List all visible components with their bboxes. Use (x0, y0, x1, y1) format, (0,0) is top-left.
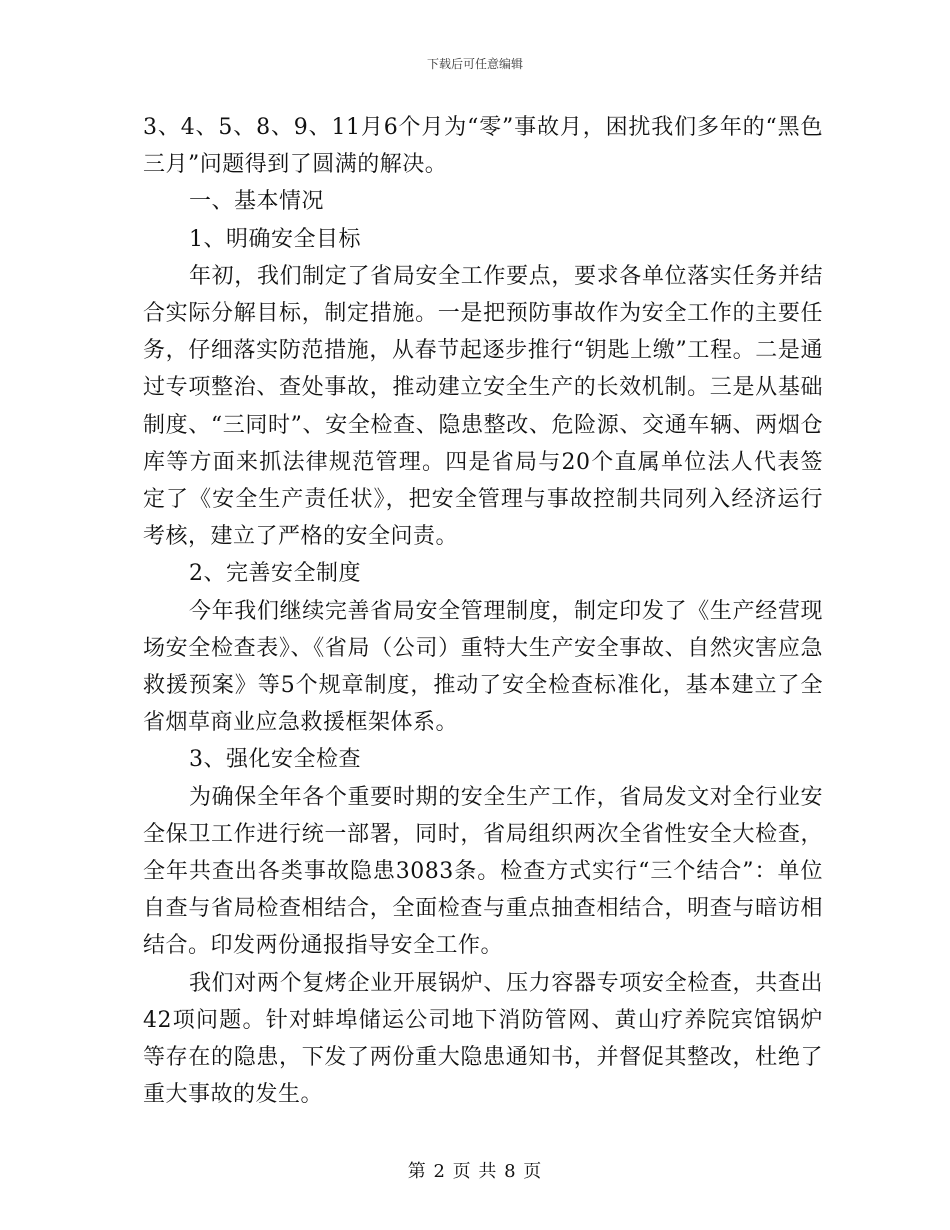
paragraph-safety-system: 今年我们继续完善省局安全管理制度，制定印发了《生产经营现场安全检查表》、《省局（公司）重特大生产安全事故、自然灾害应急救援预案》等5个规章制度，推动了安全检查标准化，基本建立了全省烟草商业应急救援框架体系。 (143, 598, 823, 736)
paragraph-zero-accident-months: 3、4、5、8、9、11月6个月为“零”事故月，困扰我们多年的“黑色三月”问题得到了圆满的解决。 (143, 115, 823, 178)
subheading-improve-safety-system: 2、完善安全制度 (189, 561, 361, 587)
paragraph-boiler-inspection: 我们对两个复烤企业开展锅炉、压力容器专项安全检查，共查出42项问题。针对蚌埠储运公司地下消防管网、黄山疗养院宾馆锅炉等存在的隐患，下发了两份重大隐患通知书，并督促其整改，杜绝了重大事故的发生。 (143, 970, 823, 1108)
document-body (143, 109, 823, 1113)
subheading-clear-safety-goals: 1、明确安全目标 (189, 226, 361, 252)
paragraph-inspection: 为确保全年各个重要时期的安全生产工作，省局发文对全行业安全保卫工作进行统一部署，同时，省局组织两次全省性安全大检查，全年共查出各类事故隐患3083条。检查方式实行“三个结合”：单位自查与省局检查相结合，全面检查与重点抽查相结合，明查与暗访相结合。印发两份通报指导安全工作。 (143, 784, 823, 959)
paragraph-safety-goals: 年初，我们制定了省局安全工作要点，要求各单位落实任务并结合实际分解目标，制定措施。一是把预防事故作为安全工作的主要任务，仔细落实防范措施，从春节起逐步推行“钥匙上缴”工程。二是通过专项整治、查处事故，推动建立安全生产的长效机制。三是从基础制度、“三同时”、安全检查、隐患整改、危险源、交通车辆、两烟仓库等方面来抓法律规范管理。四是省局与20个直属单位法人代表签定了《安全生产责任状》，把安全管理与事故控制共同列入经济运行考核，建立了严格的安全问责。 (143, 263, 823, 550)
page-number: 第 2 页 共 8 页 (407, 1161, 543, 1182)
section-heading-basic-situation: 一、基本情况 (189, 189, 325, 215)
subheading-strengthen-inspection: 3、强化安全检查 (189, 747, 361, 773)
page-header-note: 下载后可任意编辑 (426, 57, 523, 71)
